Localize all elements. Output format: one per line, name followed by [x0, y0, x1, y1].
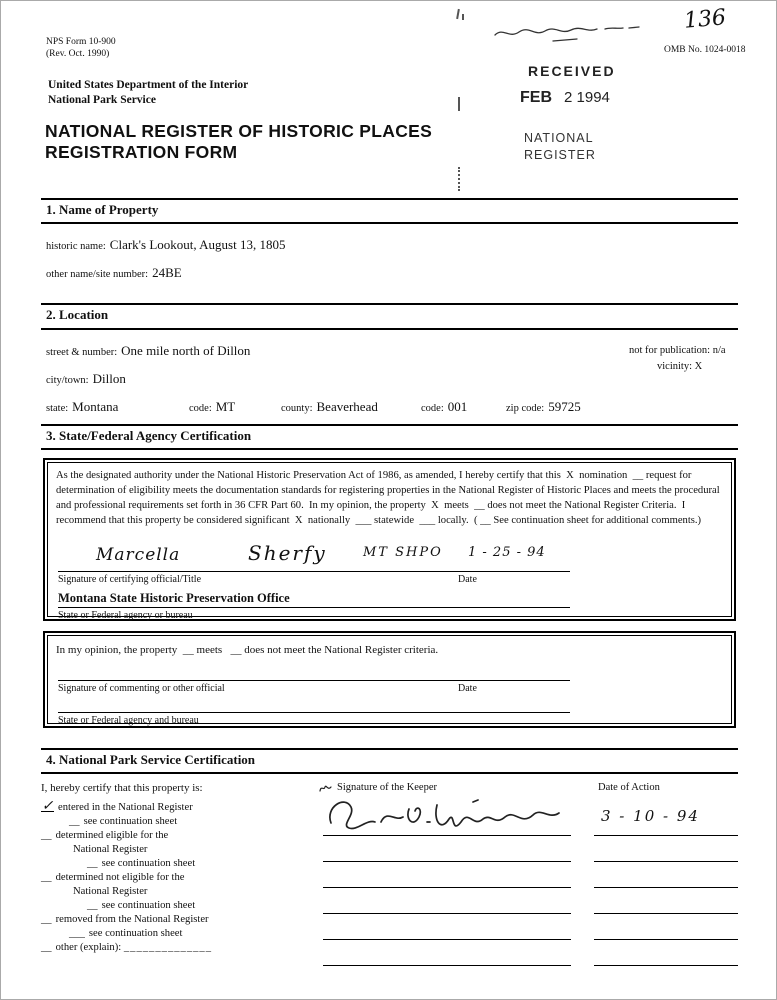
- checklist-label: see continuation sheet: [83, 816, 178, 827]
- checklist-item: __ other (explain): ______________: [41, 942, 213, 953]
- checkbox-blank: __: [41, 942, 52, 953]
- certification-box: [43, 458, 736, 621]
- keeper-signature-label: Signature of the Keeper: [337, 782, 438, 793]
- checklist-label: see continuation sheet: [101, 900, 196, 911]
- historic-name-row: [46, 236, 285, 254]
- form-revision: (Rev. Oct. 1990): [46, 48, 110, 59]
- county-code: 001: [447, 399, 468, 414]
- other-name-row: [46, 264, 182, 282]
- section1-heading: 1. Name of Property: [46, 202, 159, 217]
- agency-name: National Park Service: [48, 94, 156, 106]
- stamp-register: REGISTER: [524, 148, 596, 162]
- section3-heading: 3. State/Federal Agency Certification: [46, 428, 252, 443]
- county-value: Beaverhead: [316, 399, 378, 414]
- checkbox-blank: __: [69, 816, 80, 827]
- signature-official-label: Signature of certifying official/Title: [58, 574, 202, 585]
- county-code-label: code:: [421, 403, 444, 414]
- state-code: MT: [215, 399, 236, 414]
- stamp-national: NATIONAL: [524, 131, 594, 145]
- certifying-signature-office: MT SHPO: [363, 545, 443, 560]
- other-name-value: 24BE: [152, 265, 182, 280]
- blank-line: [594, 965, 738, 966]
- blank-line: [323, 887, 571, 888]
- county-label: county:: [281, 403, 313, 414]
- blank-line: [594, 913, 738, 914]
- checklist-item: [69, 885, 321, 899]
- signature-line: [58, 571, 570, 572]
- state-code-label: code:: [189, 403, 212, 414]
- omb-number: OMB No. 1024-0018: [664, 45, 746, 55]
- zip-label: zip code:: [506, 403, 545, 414]
- vicinity: vicinity: X: [657, 361, 703, 372]
- scan-artifact: [456, 9, 460, 19]
- bureau-name: Montana State Historic Preservation Office: [58, 591, 290, 605]
- street-value: One mile north of Dillon: [121, 343, 251, 358]
- checklist-label: see continuation sheet: [88, 928, 183, 939]
- checkbox-blank: ___: [69, 928, 85, 939]
- checklist-label: other (explain):: [55, 942, 122, 953]
- section-divider: [41, 328, 738, 330]
- checklist-item: [69, 843, 321, 857]
- keeper-signature-line: [323, 835, 571, 836]
- checklist-label: see continuation sheet: [101, 858, 196, 869]
- checklist-label: National Register: [73, 886, 148, 897]
- section-divider: [41, 448, 738, 450]
- scan-artifact: [458, 97, 460, 111]
- commenting-signature-label: Signature of commenting or other official: [58, 683, 225, 694]
- date-of-action-label: Date of Action: [598, 782, 660, 793]
- blank-line: [323, 939, 571, 940]
- street-row: [46, 342, 250, 360]
- commenting-signature-line: [58, 680, 570, 681]
- city-row: [46, 370, 126, 388]
- checklist-label: determined not eligible for the: [55, 872, 185, 883]
- date-of-action-value: 3 - 10 - 94: [601, 807, 700, 825]
- section-divider: [41, 772, 738, 774]
- historic-name-value: Clark's Lookout, August 13, 1805: [109, 237, 286, 252]
- blank-line: [323, 913, 571, 914]
- checklist-label: entered in the National Register: [58, 802, 193, 813]
- pen-scribble-icon: [493, 21, 643, 45]
- commenting-bureau-line: [58, 712, 570, 713]
- opinion-box: [43, 631, 736, 728]
- checkbox-blank: __: [87, 900, 98, 911]
- section2-heading: 2. Location: [46, 307, 109, 322]
- checklist-label: determined eligible for the: [55, 830, 169, 841]
- city-value: Dillon: [92, 371, 126, 386]
- checkbox-blank: ✓: [41, 798, 54, 814]
- checklist-label: National Register: [73, 844, 148, 855]
- section-divider: [41, 748, 738, 750]
- street-label: street & number:: [46, 347, 118, 358]
- historic-name-label: historic name:: [46, 241, 106, 252]
- certify-intro: I, hereby certify that this property is:: [41, 782, 203, 794]
- scan-artifact: [462, 14, 464, 20]
- commenting-bureau-label: State or Federal agency and bureau: [58, 715, 199, 726]
- stamp-month: FEB: [520, 89, 552, 106]
- section-divider: [41, 424, 738, 426]
- blank-line: [594, 861, 738, 862]
- certification-text: As the designated authority under the National Historic Preservation Act of 1986, as amended, I hereby certify that this X nomination __ request for determination of eligibility meets the documentation standards for registering properties in the National Register of Historic Places and meets the procedural and professional requirements set forth in 36 CFR Part 60. In my opinion, the property X meets __ does not meet the National Register Criteria. I recommend that this property be considered significant X nationally ___ statewide ___ locally. ( __ See continuation sheet for additional comments.): [56, 470, 723, 527]
- form-title-line2: REGISTRATION FORM: [45, 142, 238, 162]
- date-of-action-line: [594, 835, 738, 836]
- blank-line: [323, 965, 571, 966]
- zip-value: 59725: [548, 399, 581, 414]
- section-divider: [41, 198, 738, 200]
- blank-line: [323, 861, 571, 862]
- bureau-underline: [58, 607, 570, 608]
- checklist-item: [87, 899, 321, 913]
- certifying-signature-first: Marcella: [96, 545, 181, 565]
- stamp-date: 2 1994: [564, 89, 610, 106]
- checklist-label: removed from the National Register: [55, 914, 209, 925]
- checklist-item: [41, 829, 321, 843]
- checklist-item: [87, 857, 321, 871]
- checkbox-blank: __: [41, 872, 52, 883]
- checkbox-blank: __: [41, 914, 52, 925]
- stamp-received: RECEIVED: [528, 63, 616, 79]
- form-title-line1: NATIONAL REGISTER OF HISTORIC PLACES: [45, 121, 433, 141]
- certifying-signature-last: Sherfy: [248, 541, 327, 565]
- checklist-item: [69, 815, 321, 829]
- section4-heading: 4. National Park Service Certification: [46, 752, 256, 767]
- commenting-date-label: Date: [458, 683, 477, 694]
- other-name-label: other name/site number:: [46, 269, 149, 280]
- nps-checklist: [41, 798, 321, 955]
- section-divider: [41, 222, 738, 224]
- date-label: Date: [458, 574, 477, 585]
- form-number: NPS Form 10-900: [46, 37, 116, 47]
- checklist-item: [69, 927, 321, 941]
- checkbox-blank: __: [41, 830, 52, 841]
- city-label: city/town:: [46, 375, 89, 386]
- checklist-item: [41, 871, 321, 885]
- opinion-text: In my opinion, the property __ meets __ does not meet the National Register criteria.: [56, 644, 439, 656]
- not-for-publication: not for publication: n/a: [629, 345, 726, 356]
- section-divider: [41, 303, 738, 305]
- state-value: Montana: [72, 399, 119, 414]
- checkbox-blank: __: [87, 858, 98, 869]
- certifying-signature-date: 1 - 25 - 94: [468, 545, 546, 560]
- bureau-label: State or Federal agency or bureau: [58, 610, 193, 621]
- scan-artifact: [458, 167, 460, 191]
- blank-line: [594, 939, 738, 940]
- keeper-signature: [323, 791, 573, 837]
- blank-line: [594, 887, 738, 888]
- form-number-block: [46, 37, 116, 61]
- checklist-item: [41, 913, 321, 927]
- state-label: state:: [46, 403, 69, 414]
- checklist-item: [41, 798, 321, 815]
- handwritten-page-number: 136: [682, 5, 728, 34]
- department-name: United States Department of the Interior: [48, 79, 249, 91]
